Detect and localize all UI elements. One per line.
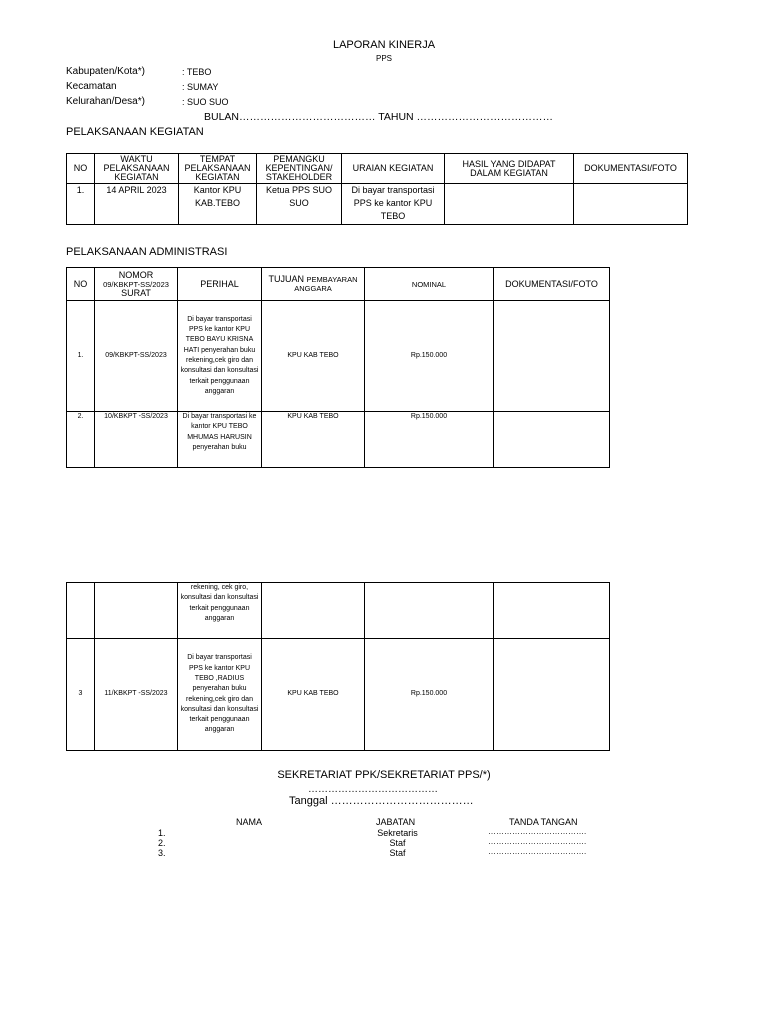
sig-row-no: 3. (158, 848, 166, 858)
sig-row-jabatan: Sekretaris (377, 828, 418, 838)
cell-perihal: rekening, cek giro, konsultasi dan konsultasi terkait penggunaan anggaran (178, 583, 262, 639)
cell-nominal: Rp.150.000 (365, 412, 494, 468)
sig-row-ttd: ………………………………. (488, 837, 587, 846)
sig-col-nama: NAMA (236, 817, 263, 827)
cell-perihal: Di bayar transportasi ke kantor KPU TEBO MHUMAS HARUSIN penyerahan buku (178, 412, 262, 468)
section-administrasi-title: PELAKSANAAN ADMINISTRASI (66, 246, 228, 258)
col-nomor-mid: 09/KBKPT-SS/2023 (103, 279, 169, 289)
col-nomor-top: NOMOR (118, 269, 154, 280)
cell-nominal (365, 583, 494, 639)
cell-dokumentasi (494, 301, 610, 412)
cell-uraian: Di bayar transportasi PPS ke kantor KPU TEBO (342, 184, 445, 225)
table-row (67, 412, 610, 468)
signature-title (0, 769, 768, 781)
cell-no: 1. (67, 301, 95, 412)
cell-nomor: 11/KBKPT -SS/2023 (95, 639, 178, 751)
col-tujuan-main: TUJUAN (268, 274, 304, 284)
table-row (67, 639, 610, 751)
table-row (67, 184, 688, 225)
sig-row-no: 2. (158, 838, 166, 848)
col-tujuan-rest: PEMBAYARAN ANGGARA (294, 275, 358, 293)
cell-dokumentasi (494, 639, 610, 751)
cell-no: 1. (67, 184, 95, 225)
period-line: BULAN………………………………… TAHUN ………………………………… (204, 111, 554, 123)
cell-nomor: 09/KBKPT-SS/2023 (95, 301, 178, 412)
sig-row-ttd: ………………………………. (488, 847, 587, 856)
col-tujuan (262, 268, 365, 301)
kegiatan-table (66, 153, 688, 225)
cell-dokumentasi (494, 412, 610, 468)
sig-row-jabatan: Staf (389, 848, 406, 858)
sig-col-ttd: TANDA TANGAN (509, 817, 578, 827)
col-no: NO (67, 154, 95, 184)
cell-dokumentasi (574, 184, 688, 225)
sig-row-no: 1. (158, 828, 166, 838)
signature-title-text: SEKRETARIAT PPK/SEKRETARIAT PPS/*) (277, 769, 491, 781)
administrasi-table-continued (66, 582, 610, 751)
kelurahan-value: : SUO SUO (182, 97, 229, 107)
cell-perihal: Di bayar transportasi PPS ke kantor KPU TEBO BAYU KRISNA HATI penyerahan buku rekening,cek giro dan konsultasi dan konsultasi terkait penggunaan anggaran (178, 301, 262, 412)
cell-stakeholder: Ketua PPS SUO SUO (257, 184, 342, 225)
table-row (67, 301, 610, 412)
sig-row-jabatan: Staf (389, 838, 406, 848)
cell-tujuan: KPU KAB TEBO (262, 412, 365, 468)
kecamatan-value: : SUMAY (182, 82, 219, 92)
cell-nomor: 10/KBKPT -SS/2023 (95, 412, 178, 468)
cell-tujuan (262, 583, 365, 639)
cell-tujuan: KPU KAB TEBO (262, 301, 365, 412)
col-stakeholder: PEMANGKU KEPENTINGAN/ STAKEHOLDER (257, 154, 342, 184)
col-dokumentasi: DOKUMENTASI/FOTO (574, 154, 688, 184)
kegiatan-header-row (67, 154, 688, 184)
cell-nominal: Rp.150.000 (365, 639, 494, 751)
cell-perihal: Di bayar transportasi PPS ke kantor KPU TEBO ,RADIUS penyerahan buku rekening,cek giro dan konsultasi dan konsultasi terkait penggunaan anggaran (178, 639, 262, 751)
col-nomor-surat (95, 268, 178, 301)
cell-nomor (95, 583, 178, 639)
cell-tujuan: KPU KAB TEBO (262, 639, 365, 751)
col-no: NO (67, 268, 95, 301)
sig-row-ttd: ………………………………. (488, 827, 587, 836)
kabupaten-value: : TEBO (182, 67, 212, 77)
col-nominal: NOMINAL (365, 268, 494, 301)
col-tempat: TEMPAT PELAKSANAAN KEGIATAN (179, 154, 257, 184)
table-row (67, 583, 610, 639)
col-waktu: WAKTU PELAKSANAAN KEGIATAN (95, 154, 179, 184)
administrasi-table (66, 267, 610, 468)
kelurahan-label: Kelurahan/Desa*) (66, 96, 145, 107)
cell-no: 3 (67, 639, 95, 751)
col-perihal: PERIHAL (178, 268, 262, 301)
section-kegiatan-title: PELAKSANAAN KEGIATAN (66, 126, 204, 138)
cell-dokumentasi (494, 583, 610, 639)
cell-hasil (445, 184, 574, 225)
signature-date: Tanggal ………………………………… (289, 795, 474, 807)
signature-dots: ………………………………… (308, 784, 438, 795)
col-hasil: HASIL YANG DIDAPAT DALAM KEGIATAN (445, 154, 574, 184)
col-nomor-bottom: SURAT (121, 287, 151, 298)
administrasi-header-row (67, 268, 610, 301)
kabupaten-label: Kabupaten/Kota*) (66, 66, 145, 77)
sig-col-jabatan: JABATAN (376, 817, 416, 827)
report-subtitle: PPS (375, 54, 392, 63)
cell-tempat: Kantor KPU KAB.TEBO (179, 184, 257, 225)
kecamatan-label: Kecamatan (66, 81, 117, 92)
cell-waktu: 14 APRIL 2023 (95, 184, 179, 225)
report-title: LAPORAN KINERJA (332, 39, 436, 51)
cell-no: 2. (67, 412, 95, 468)
col-dokumentasi: DOKUMENTASI/FOTO (494, 268, 610, 301)
cell-nominal: Rp.150.000 (365, 301, 494, 412)
cell-no (67, 583, 95, 639)
col-uraian: URAIAN KEGIATAN (342, 154, 445, 184)
